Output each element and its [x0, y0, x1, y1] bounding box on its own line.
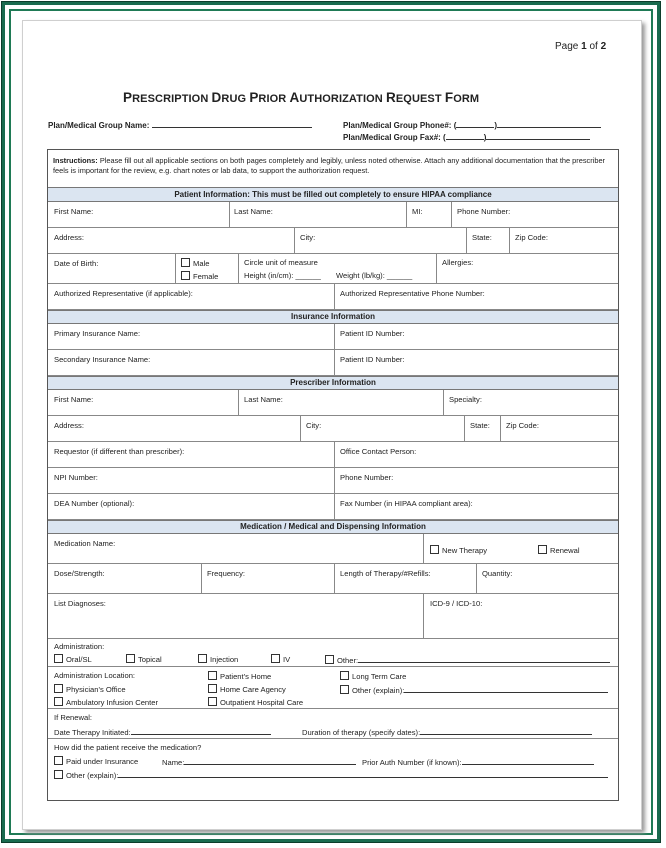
checkbox[interactable] — [54, 697, 63, 706]
quantity-label[interactable]: Quantity: — [482, 569, 513, 578]
page-of: of — [586, 41, 601, 52]
circle-unit-label: Circle unit of measure — [244, 258, 318, 267]
divider — [406, 202, 407, 227]
loc-infusion-option[interactable] — [54, 697, 158, 707]
new-therapy-label: New Therapy — [442, 546, 488, 555]
loc-patient-home-option[interactable] — [208, 671, 271, 681]
sex-male-option[interactable] — [181, 258, 209, 268]
date-initiated-line[interactable] — [131, 726, 271, 735]
title-w3a: P — [249, 90, 259, 105]
prescriber-row-address — [48, 416, 618, 442]
admin-topical-label: Topical — [138, 655, 162, 664]
page-total: 2 — [600, 41, 607, 52]
insurance-name-label: Name: — [162, 758, 185, 767]
prescriber-row-requestor — [48, 442, 618, 468]
patient-id-2-label[interactable]: Patient ID Number: — [340, 355, 405, 364]
prior-auth-label: Prior Auth Number (if known): — [362, 758, 462, 767]
sex-female-option[interactable] — [181, 271, 218, 281]
weight-label[interactable]: Weight (lb/kg): ______ — [336, 271, 413, 280]
divider — [466, 228, 467, 253]
title-w2b: RUG — [221, 93, 250, 105]
patient-row-dob — [48, 254, 618, 284]
prescriber-state-label[interactable]: State: — [470, 421, 490, 430]
loc-patient-home-label: Patient's Home — [220, 672, 272, 681]
patient-mi-label[interactable]: MI: — [412, 207, 423, 216]
female-label: Female — [193, 272, 219, 281]
loc-ltc-option[interactable] — [340, 671, 406, 681]
patient-zip-label[interactable]: Zip Code: — [515, 233, 548, 242]
patient-phone-label[interactable]: Phone Number: — [457, 207, 511, 216]
loc-infusion-label: Ambulatory Infusion Center — [66, 698, 159, 707]
insurance-name-field[interactable] — [162, 756, 356, 767]
plan-fax-label: Plan/Medical Group Fax#: — [343, 133, 441, 142]
primary-insurance-label[interactable]: Primary Insurance Name: — [54, 329, 141, 338]
patient-id-1-label[interactable]: Patient ID Number: — [340, 329, 405, 338]
paid-insurance-label: Paid under Insurance — [66, 757, 139, 766]
checkbox[interactable] — [198, 654, 207, 663]
administration-label: Administration: — [54, 642, 105, 651]
patient-dob-label[interactable]: Date of Birth: — [54, 259, 99, 268]
instructions-label: Instructions: — [53, 156, 98, 165]
requestor-label[interactable]: Requestor (if different than prescriber): — [54, 447, 185, 456]
prior-auth-field[interactable] — [362, 756, 594, 767]
other-explain-option[interactable] — [54, 769, 608, 780]
divider — [464, 416, 465, 441]
prescriber-address-label[interactable]: Address: — [54, 421, 84, 430]
divider — [334, 284, 335, 309]
plan-name-label: Plan/Medical Group Name: — [48, 121, 150, 130]
renewal-label: Renewal — [550, 546, 580, 555]
divider — [423, 594, 424, 638]
admin-injection-label: Injection — [210, 655, 239, 664]
checkbox[interactable] — [340, 685, 349, 694]
plan-fax-field[interactable] — [343, 131, 590, 142]
admin-other-label: Other: — [337, 656, 359, 665]
admin-other-option[interactable] — [325, 654, 610, 665]
patient-row-address — [48, 228, 618, 254]
instructions — [53, 156, 613, 176]
patient-section-header: Patient Information: This must be filled out completely to ensure HIPAA compliance — [48, 187, 618, 202]
insurance-row-secondary — [48, 350, 618, 376]
divider — [238, 254, 239, 283]
divider — [229, 202, 230, 227]
admin-oral-option[interactable] — [54, 654, 92, 664]
medication-row-name — [48, 534, 618, 564]
patient-first-name-label[interactable]: First Name: — [54, 207, 94, 216]
checkbox[interactable] — [271, 654, 280, 663]
medication-row-renewal — [48, 709, 618, 739]
plan-phone-label: Plan/Medical Group Phone#: — [343, 121, 452, 130]
admin-injection-option[interactable] — [198, 654, 238, 664]
medication-name-label[interactable]: Medication Name: — [54, 539, 116, 548]
form-title — [123, 90, 479, 105]
duration-label: Duration of therapy (specify dates): — [302, 728, 421, 737]
plan-fax-paren-close: ) — [483, 133, 487, 142]
form-page — [22, 20, 642, 830]
prescriber-specialty-label[interactable]: Specialty: — [449, 395, 482, 404]
icd-label[interactable]: ICD-9 / ICD-10: — [430, 599, 483, 608]
duration-field[interactable] — [302, 726, 592, 737]
admin-location-label: Administration Location: — [54, 671, 136, 680]
admin-iv-option[interactable] — [271, 654, 290, 664]
npi-label[interactable]: NPI Number: — [54, 473, 98, 482]
divider — [300, 416, 301, 441]
auth-rep-phone-label[interactable]: Authorized Representative Phone Number: — [340, 289, 485, 298]
divider — [334, 468, 335, 493]
frequency-label[interactable]: Frequency: — [207, 569, 245, 578]
male-label: Male — [193, 259, 210, 268]
title-w5a: R — [386, 90, 396, 105]
divider — [451, 202, 452, 227]
patient-row-name — [48, 202, 618, 228]
title-w1b: RESCRIPTION — [132, 93, 212, 105]
instructions-text: Please fill out all applicable sections on both pages completely and legibly, unless noted otherwise. Attach any additional documentation that the prescriber feels is important for the review, e.g. chart notes or lab data, to support the authorization request. — [53, 156, 606, 175]
plan-phone-paren-close: ) — [494, 121, 498, 130]
checkbox[interactable] — [208, 671, 217, 680]
checkbox[interactable] — [340, 671, 349, 680]
divider — [334, 350, 335, 375]
medication-row-diagnoses — [48, 594, 618, 639]
auth-rep-label[interactable]: Authorized Representative (if applicable): — [54, 289, 193, 298]
medication-section-header: Medication / Medical and Dispensing Information — [48, 520, 618, 534]
prescriber-phone-label[interactable]: Phone Number: — [340, 473, 394, 482]
patient-state-label[interactable]: State: — [472, 233, 492, 242]
other-explain-label: Other (explain): — [66, 771, 119, 780]
title-w2a: D — [211, 90, 222, 105]
divider — [436, 254, 437, 283]
loc-other-line[interactable] — [404, 684, 608, 693]
height-label[interactable]: Height (in/cm): ______ — [244, 271, 321, 280]
divider — [294, 228, 295, 253]
divider — [509, 228, 510, 253]
title-w6b: ORM — [453, 93, 480, 105]
medication-row-location — [48, 667, 618, 709]
title-w5b: EQUEST — [395, 93, 445, 105]
checkbox[interactable] — [54, 756, 63, 765]
checkbox[interactable] — [54, 654, 63, 663]
title-w1a: P — [123, 90, 133, 105]
insurance-name-line[interactable] — [184, 756, 356, 765]
insurance-row-primary — [48, 324, 618, 350]
if-renewal-label: If Renewal: — [54, 713, 92, 722]
checkbox[interactable] — [54, 684, 63, 693]
prescriber-first-name-label[interactable]: First Name: — [54, 395, 94, 404]
office-contact-label[interactable]: Office Contact Person: — [340, 447, 417, 456]
loc-physician-label: Physician's Office — [66, 685, 126, 694]
dea-label[interactable]: DEA Number (optional): — [54, 499, 135, 508]
prescriber-city-label[interactable]: City: — [306, 421, 322, 430]
divider — [334, 494, 335, 519]
page-current: 1 — [581, 41, 587, 52]
checkbox[interactable] — [325, 655, 334, 664]
checkbox[interactable] — [181, 271, 190, 280]
divider — [334, 442, 335, 467]
checkbox[interactable] — [208, 697, 217, 706]
admin-oral-label: Oral/SL — [66, 655, 92, 664]
prescriber-last-name-label[interactable]: Last Name: — [244, 395, 283, 404]
medication-row-dose — [48, 564, 618, 594]
checkbox[interactable] — [54, 770, 63, 779]
loc-other-option[interactable] — [340, 684, 608, 695]
paid-insurance-option[interactable] — [54, 756, 138, 766]
checkbox[interactable] — [181, 258, 190, 267]
plan-name-field[interactable] — [48, 119, 312, 130]
date-initiated-field[interactable] — [54, 726, 271, 737]
admin-other-line[interactable] — [358, 654, 610, 663]
checkbox[interactable] — [208, 684, 217, 693]
page-number — [555, 41, 606, 52]
prescriber-row-npi — [48, 468, 618, 494]
dose-label[interactable]: Dose/Strength: — [54, 569, 105, 578]
admin-iv-label: IV — [283, 655, 291, 664]
page-prefix: Page — [555, 41, 582, 52]
admin-topical-option[interactable] — [126, 654, 162, 664]
prescriber-section-header: Prescriber Information — [48, 376, 618, 390]
patient-city-label[interactable]: City: — [300, 233, 316, 242]
length-of-therapy-label[interactable]: Length of Therapy/#Refills: — [340, 569, 431, 578]
allergies-label[interactable]: Allergies: — [442, 258, 474, 267]
plan-phone-line[interactable] — [497, 119, 601, 128]
prescriber-zip-label[interactable]: Zip Code: — [506, 421, 539, 430]
plan-fax-paren-open: ( — [443, 133, 446, 142]
patient-last-name-label[interactable]: Last Name: — [234, 207, 273, 216]
divider — [476, 564, 477, 593]
renewal-option[interactable] — [538, 545, 580, 555]
loc-home-care-option[interactable] — [208, 684, 286, 694]
divider — [175, 254, 176, 283]
how-received-label: How did the patient receive the medication? — [54, 743, 202, 752]
new-therapy-option[interactable] — [430, 545, 487, 555]
form-body — [47, 149, 619, 801]
loc-outpatient-option[interactable] — [208, 697, 303, 707]
loc-home-care-label: Home Care Agency — [220, 685, 286, 694]
plan-fax-line[interactable] — [483, 131, 590, 142]
date-initiated-label: Date Therapy Initiated: — [54, 728, 131, 737]
plan-phone-paren-open: ( — [453, 121, 457, 130]
divider — [201, 564, 202, 593]
other-explain-line[interactable] — [118, 769, 608, 778]
divider — [443, 390, 444, 415]
divider — [334, 324, 335, 349]
checkbox[interactable] — [126, 654, 135, 663]
prescriber-row-dea — [48, 494, 618, 520]
prescriber-row-name — [48, 390, 618, 416]
diagnoses-label[interactable]: List Diagnoses: — [54, 599, 106, 608]
medication-row-received — [48, 739, 618, 794]
title-w4b: UTHORIZATION — [299, 93, 386, 105]
divider — [334, 564, 335, 593]
prescriber-fax-label[interactable]: Fax Number (in HIPAA compliant area): — [340, 499, 473, 508]
checkbox[interactable] — [538, 545, 547, 554]
loc-ltc-label: Long Term Care — [352, 672, 407, 681]
prior-auth-line[interactable] — [462, 756, 594, 765]
duration-line[interactable] — [420, 726, 592, 735]
insurance-section-header: Insurance Information — [48, 310, 618, 324]
plan-name-line[interactable] — [152, 119, 312, 128]
medication-row-administration — [48, 639, 618, 667]
plan-phone-field[interactable] — [343, 119, 601, 130]
title-w6a: F — [444, 90, 454, 105]
loc-physician-option[interactable] — [54, 684, 126, 694]
title-w4a: A — [289, 90, 300, 105]
loc-outpatient-label: Outpatient Hospital Care — [220, 698, 304, 707]
patient-address-label[interactable]: Address: — [54, 233, 84, 242]
divider — [238, 390, 239, 415]
checkbox[interactable] — [430, 545, 439, 554]
divider — [500, 416, 501, 441]
loc-other-label: Other (explain): — [352, 686, 405, 695]
secondary-insurance-label[interactable]: Secondary Insurance Name: — [54, 355, 151, 364]
title-w3b: RIOR — [258, 93, 290, 105]
divider — [423, 534, 424, 563]
plan-phone-area-line[interactable] — [453, 119, 494, 130]
patient-row-rep — [48, 284, 618, 310]
plan-fax-area-line[interactable] — [446, 131, 484, 140]
